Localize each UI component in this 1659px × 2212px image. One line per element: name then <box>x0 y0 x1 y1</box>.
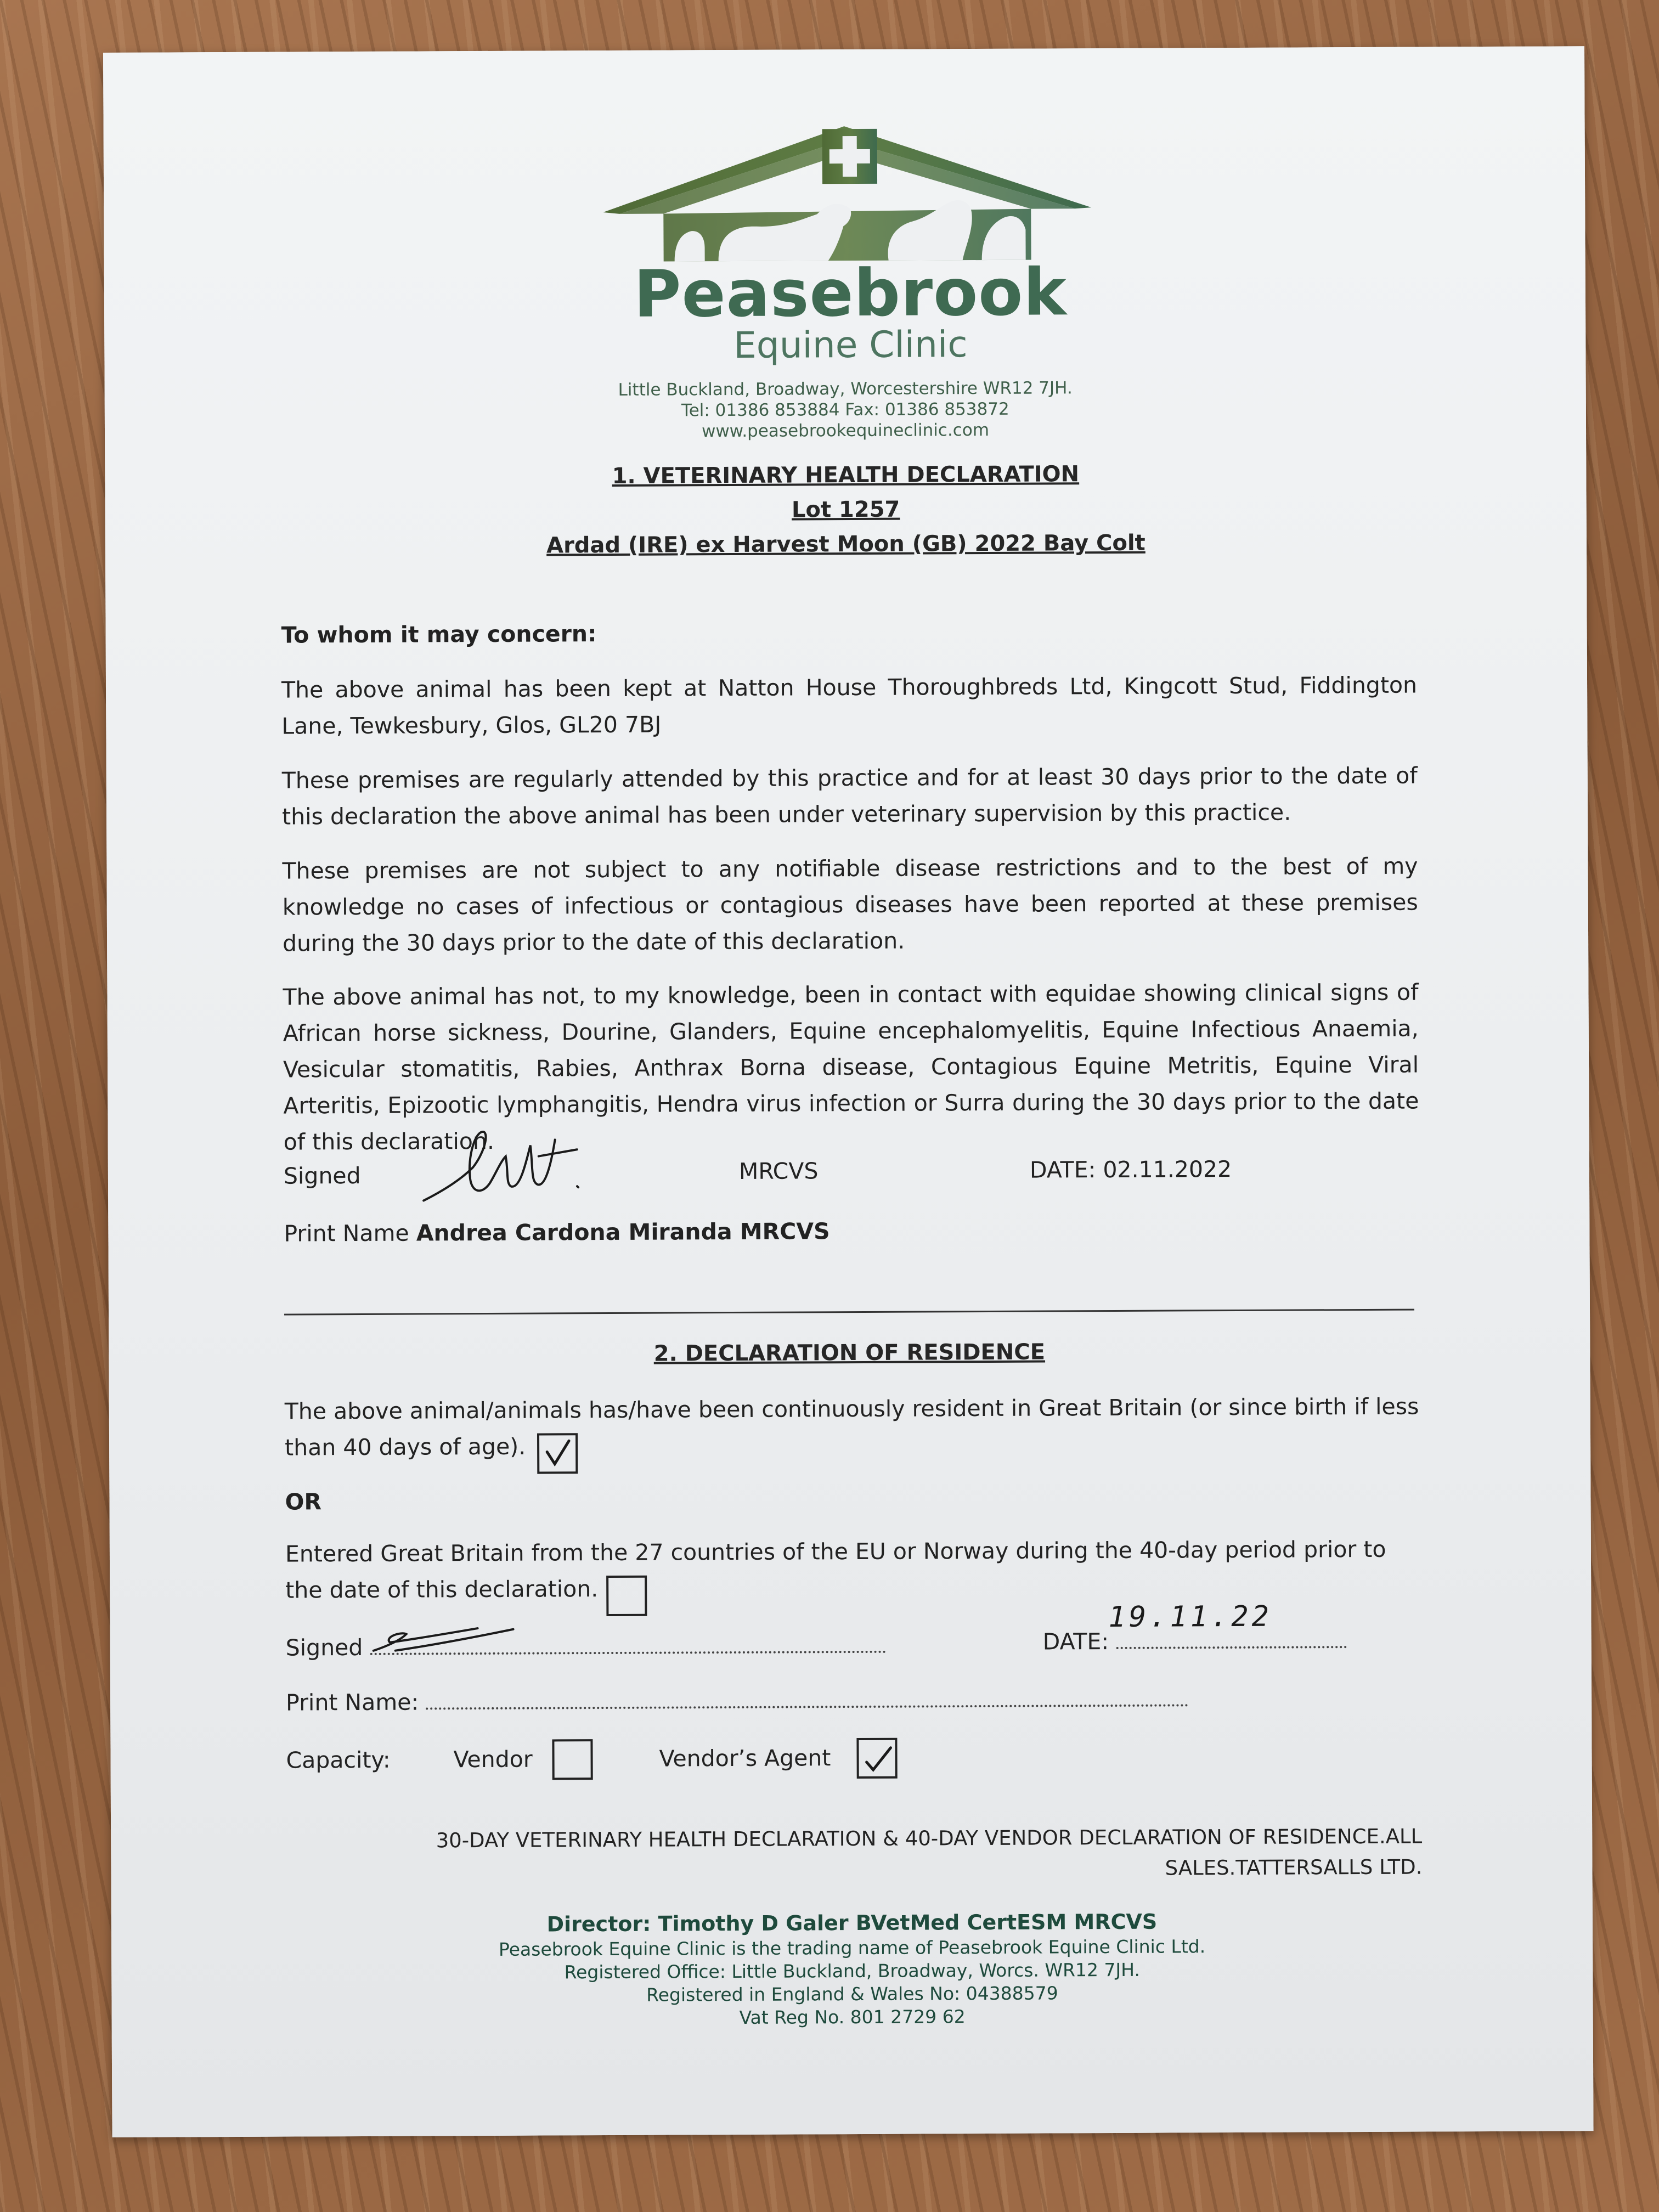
agent-label: Vendor’s Agent <box>659 1745 831 1772</box>
form-ref-line1: 30-DAY VETERINARY HEALTH DECLARATION & 40-DAY VENDOR DECLARATION OF RESIDENCE.ALL <box>436 1824 1423 1853</box>
section2-date-handwritten: 19.11.22 <box>1108 1600 1273 1634</box>
clinic-logo <box>603 125 1098 366</box>
section2-signed-label: Signed <box>285 1634 363 1661</box>
footer-line4: Vat Reg No. 801 2729 62 <box>739 2006 966 2028</box>
agent-checkbox[interactable] <box>856 1738 897 1779</box>
section1-print-name: Andrea Cardona Miranda MRCVS <box>416 1218 830 1246</box>
section2-print-name-line <box>286 1685 1188 1716</box>
clinic-tel-fax: Tel: 01386 853884 Fax: 01386 853872 <box>681 399 1009 421</box>
section1-date: DATE: 02.11.2022 <box>1029 1156 1232 1183</box>
section1-title: 1. VETERINARY HEALTH DECLARATION <box>612 461 1080 489</box>
resident-checkbox[interactable] <box>537 1433 578 1474</box>
footer-director: Director: Timothy D Galer BVetMed CertESM MRCVS <box>546 1909 1158 1937</box>
footer-line2: Registered Office: Little Buckland, Broadway, Worcs. WR12 7JH. <box>564 1959 1141 1983</box>
vet-signature <box>413 1123 600 1211</box>
section2-title: 2. DECLARATION OF RESIDENCE <box>653 1339 1046 1367</box>
clinic-website: www.peasebrookequineclinic.com <box>701 420 990 442</box>
section2-para2: Entered Great Britain from the 27 countries of the EU or Norway during the 40-day period prior to the date of this declaration. <box>285 1536 1386 1604</box>
form-ref-line2: SALES.TATTERSALLS LTD. <box>1165 1855 1423 1880</box>
vendor-checkbox[interactable] <box>552 1739 592 1780</box>
section1-para3: These premises are not subject to any notifiable disease restrictions and to the best of my knowledge no cases of infectious or contagious diseases have been reported at these premises during the 30 days prior to the date of this declaration. <box>282 853 1418 957</box>
clinic-address: Little Buckland, Broadway, Worcestershire WR12 7JH. <box>618 378 1073 400</box>
vendor-signature <box>368 1612 521 1662</box>
horse-description: Ardad (IRE) ex Harvest Moon (GB) 2022 Bay Colt <box>546 530 1146 558</box>
footer <box>111 1906 1593 2032</box>
section-divider <box>284 1309 1414 1316</box>
section1-para1: The above animal has been kept at Natton House Thoroughbreds Ltd, Kingcott Stud, Fiddington Lane, Tewkesbury, Glos, GL20 7BJ <box>281 672 1418 740</box>
capacity-label: Capacity: <box>286 1746 391 1774</box>
section1-print-label: Print Name <box>284 1220 409 1247</box>
mrcvs-label: MRCVS <box>738 1158 819 1184</box>
section2-print-label: Print Name: <box>286 1689 419 1716</box>
vendor-label: Vendor <box>453 1746 533 1773</box>
checkmark-icon <box>539 1435 575 1471</box>
section2-para1: The above animal/animals has/have been continuously resident in Great Britain (or since birth if less than 40 days of age). <box>284 1393 1419 1461</box>
clinic-name: Peasebrook <box>633 254 1068 332</box>
entered-checkbox[interactable] <box>606 1576 647 1616</box>
stable-roof-horses-icon <box>603 125 1097 264</box>
document-page <box>103 46 1594 2137</box>
clinic-subname: Equine Clinic <box>733 323 968 366</box>
section1-signed-label: Signed <box>283 1162 361 1189</box>
or-label: OR <box>285 1488 322 1515</box>
section1-para2: These premises are regularly attended by this practice and for at least 30 days prior to the date of this declaration the above animal has been under veterinary supervision by this practice. <box>281 762 1418 830</box>
section1-para4: The above animal has not, to my knowledge, been in contact with equidae showing clinical signs of African horse sickness, Dourine, Glanders, Equine encephalomyelitis, Equine Infectious Anaemia, Vesicular stomatitis, Rabies, Anthrax Borna disease, Contagious Equine Metritis, Equine Viral Arteritis, Epizootic lymphangitis, Hendra virus infection or Surra during the 30 days prior to the date of this declaration. <box>283 979 1419 1155</box>
lot-number: Lot 1257 <box>791 496 900 523</box>
checkmark-icon <box>859 1740 895 1776</box>
section2-date-label: DATE: <box>1042 1628 1109 1655</box>
footer-line3: Registered in England & Wales No: 04388579 <box>646 1982 1058 2006</box>
salutation: To whom it may concern: <box>281 620 597 648</box>
footer-line1: Peasebrook Equine Clinic is the trading name of Peasebrook Equine Clinic Ltd. <box>498 1936 1206 1960</box>
section1-print-name-line <box>284 1218 830 1246</box>
print-name-dotted-line <box>426 1688 1188 1709</box>
